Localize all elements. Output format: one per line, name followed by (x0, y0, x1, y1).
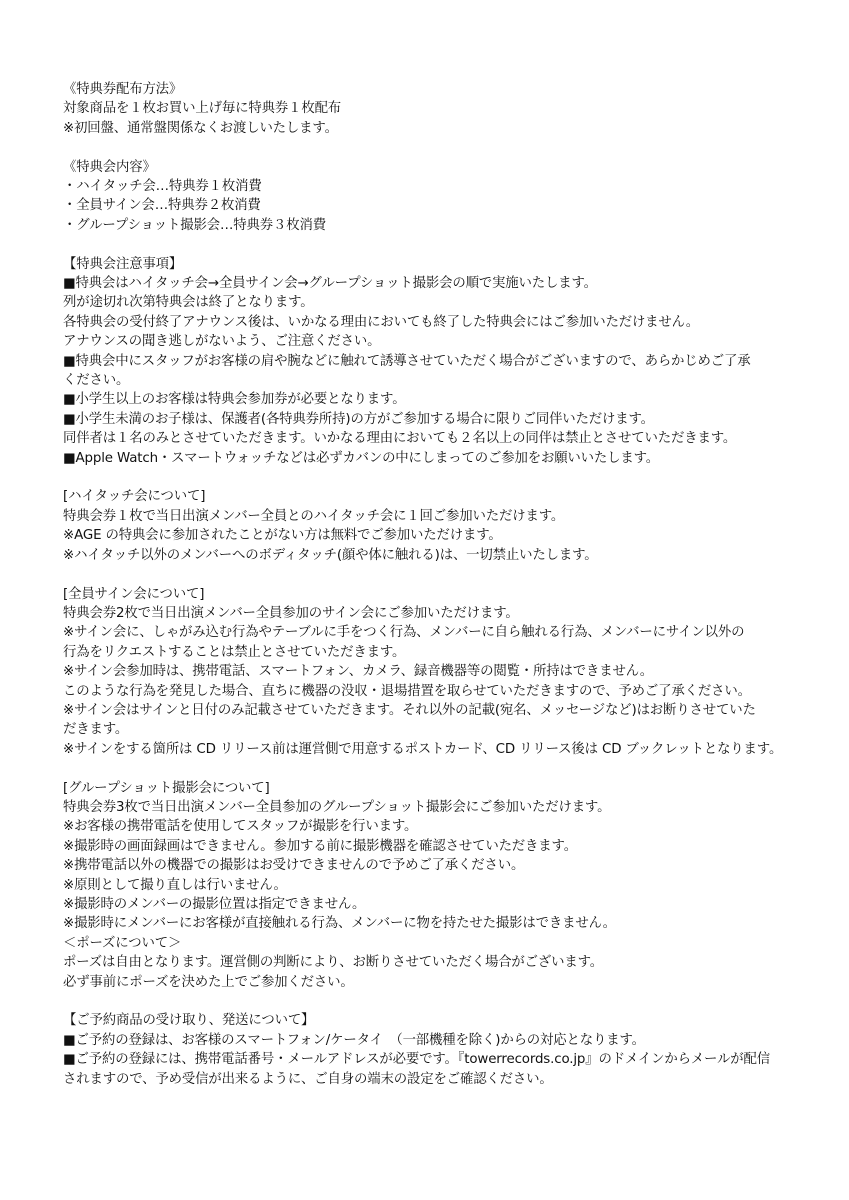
section-heading: 【特典会注意事項】 (63, 256, 183, 272)
text-line: 同伴者は１名のみとさせていただきます。いかなる理由においても２名以上の同伴は禁止とさせていただきます。 (63, 431, 737, 447)
text-line: アナウンスの聞き逃しがないよう、ご注意ください。 (63, 334, 381, 350)
section-heading: [全員サイン会について] (63, 586, 205, 602)
section-high-touch (63, 487, 803, 565)
text-line: ■ご予約の登録には、携帯電話番号・メールアドレスが必要です。『towerrecords.co.jp』のドメインからメールが配信 (63, 1052, 770, 1068)
text-line: ※携帯電話以外の機器での撮影はお受けできませんので予めご了承ください。 (63, 858, 525, 874)
text-line: ※AGE の特典会に参加されたことがない方は無料でご参加いただけます。 (63, 528, 502, 544)
text-line: ※サイン会に、しゃがみ込む行為やテーブルに手をつく行為、メンバーに自ら触れる行為、メンバーにサイン以外の (63, 625, 745, 641)
text-line: 対象商品を１枚お買い上げ毎に特典券１枚配布 (63, 101, 342, 117)
text-line: されますので、予め受信が出来るように、ご自身の端末の設定をご確認ください。 (63, 1071, 553, 1087)
section-heading: 《特典会内容》 (63, 159, 156, 175)
text-line: ください。 (63, 373, 130, 389)
text-line: ■ご予約の登録は、お客様のスマートフォン/ケータイ （一部機種を除く)からの対応となります。 (63, 1032, 645, 1048)
text-line: ポーズは自由となります。運営側の判断により、お断りさせていただく場合がございます。 (63, 955, 604, 971)
section-heading: 《特典券配布方法》 (63, 82, 183, 97)
text-line: ※原則として撮り直しは行いません。 (63, 877, 287, 893)
list-item: ・ハイタッチ会…特典券１枚消費 (63, 179, 262, 195)
text-line: 特典会券１枚で当日出演メンバー全員とのハイタッチ会に１回ご参加いただけます。 (63, 508, 565, 524)
text-line: ※撮影時の画面録画はできません。参加する前に撮影機器を確認させていただきます。 (63, 838, 577, 854)
text-line: ■小学生以上のお客様は特典会参加券が必要となります。 (63, 392, 406, 408)
subheading-pose: ＜ポーズについて＞ (63, 935, 182, 951)
text-line: ※お客様の携帯電話を使用してスタッフが撮影を行います。 (63, 819, 418, 835)
text-line: ※サイン会はサインと日付のみ記載させていただきます。それ以外の記載(宛名、メッセージなど)はお断りさせていた (63, 702, 756, 718)
text-line: 列が途切れ次第特典会は終了となります。 (63, 295, 314, 311)
list-item: ・全員サイン会…特典券２枚消費 (63, 198, 261, 214)
text-line: だきます。 (63, 722, 129, 738)
text-line: ■小学生未満のお子様は、保護者(各特典券所持)の方がご参加する場合に限りご同伴いただけます。 (63, 411, 654, 427)
section-reservation (63, 1011, 803, 1089)
text-line: ※初回盤、通常盤関係なくお渡しいたします。 (63, 120, 338, 136)
text-line: ※ハイタッチ以外のメンバーへのボディタッチ(顔や体に触れる)は、一切禁止いたします。 (63, 547, 598, 563)
section-group-shot (63, 779, 803, 992)
section-heading: 【ご予約商品の受け取り、発送について】 (63, 1013, 315, 1029)
text-line: 特典会券3枚で当日出演メンバー全員参加のグループショット撮影会にご参加いただけます。 (63, 799, 611, 815)
section-event-notes (63, 255, 803, 468)
text-line: ■特典会はハイタッチ会→全員サイン会→グループショット撮影会の順で実施いたします。 (63, 276, 597, 292)
text-line: ※撮影時にメンバーにお客様が直接触れる行為、メンバーに物を持たせた撮影はできません。 (63, 916, 616, 932)
text-line: このような行為を発見した場合、直ちに機器の没収・退場措置を取らせていただきますので、予めご了承ください。 (63, 683, 751, 699)
text-line: ※撮影時のメンバーの撮影位置は指定できません。 (63, 896, 366, 912)
section-heading: [ハイタッチ会について] (63, 489, 206, 505)
text-line: 必ず事前にポーズを決めた上でご参加ください。 (63, 974, 354, 990)
text-line: ■Apple Watch・スマートウォッチなどは必ずカバンの中にしまってのご参加をお願いいたします。 (63, 450, 660, 466)
document-page (63, 80, 803, 1108)
text-line: 行為をリクエストすることは禁止とさせていただきます。 (63, 644, 406, 660)
text-line: ■特典会中にスタッフがお客様の肩や腕などに触れて誘導させていただく場合がございますので、あらかじめご了承 (63, 353, 751, 369)
section-heading: [グループショット撮影会について] (63, 780, 270, 796)
text-line: ※サイン会参加時は、携帯電話、スマートフォン、カメラ、録音機器等の閲覧・所持はできません。 (63, 664, 654, 680)
section-event-contents (63, 158, 803, 236)
section-distribution-method (63, 80, 803, 138)
text-line: 各特典会の受付終了アナウンス後は、いかなる理由においても終了した特典会にはご参加いただけません。 (63, 314, 699, 330)
list-item: ・グループショット撮影会…特典券３枚消費 (63, 217, 326, 233)
text-line: 特典会券2枚で当日出演メンバー全員参加のサイン会にご参加いただけます。 (63, 605, 519, 621)
section-signing-event (63, 585, 803, 760)
text-line: ※サインをする箇所は CD リリース前は運営側で用意するポストカード、CD リリース後は CD ブックレットとなります。 (63, 741, 783, 757)
